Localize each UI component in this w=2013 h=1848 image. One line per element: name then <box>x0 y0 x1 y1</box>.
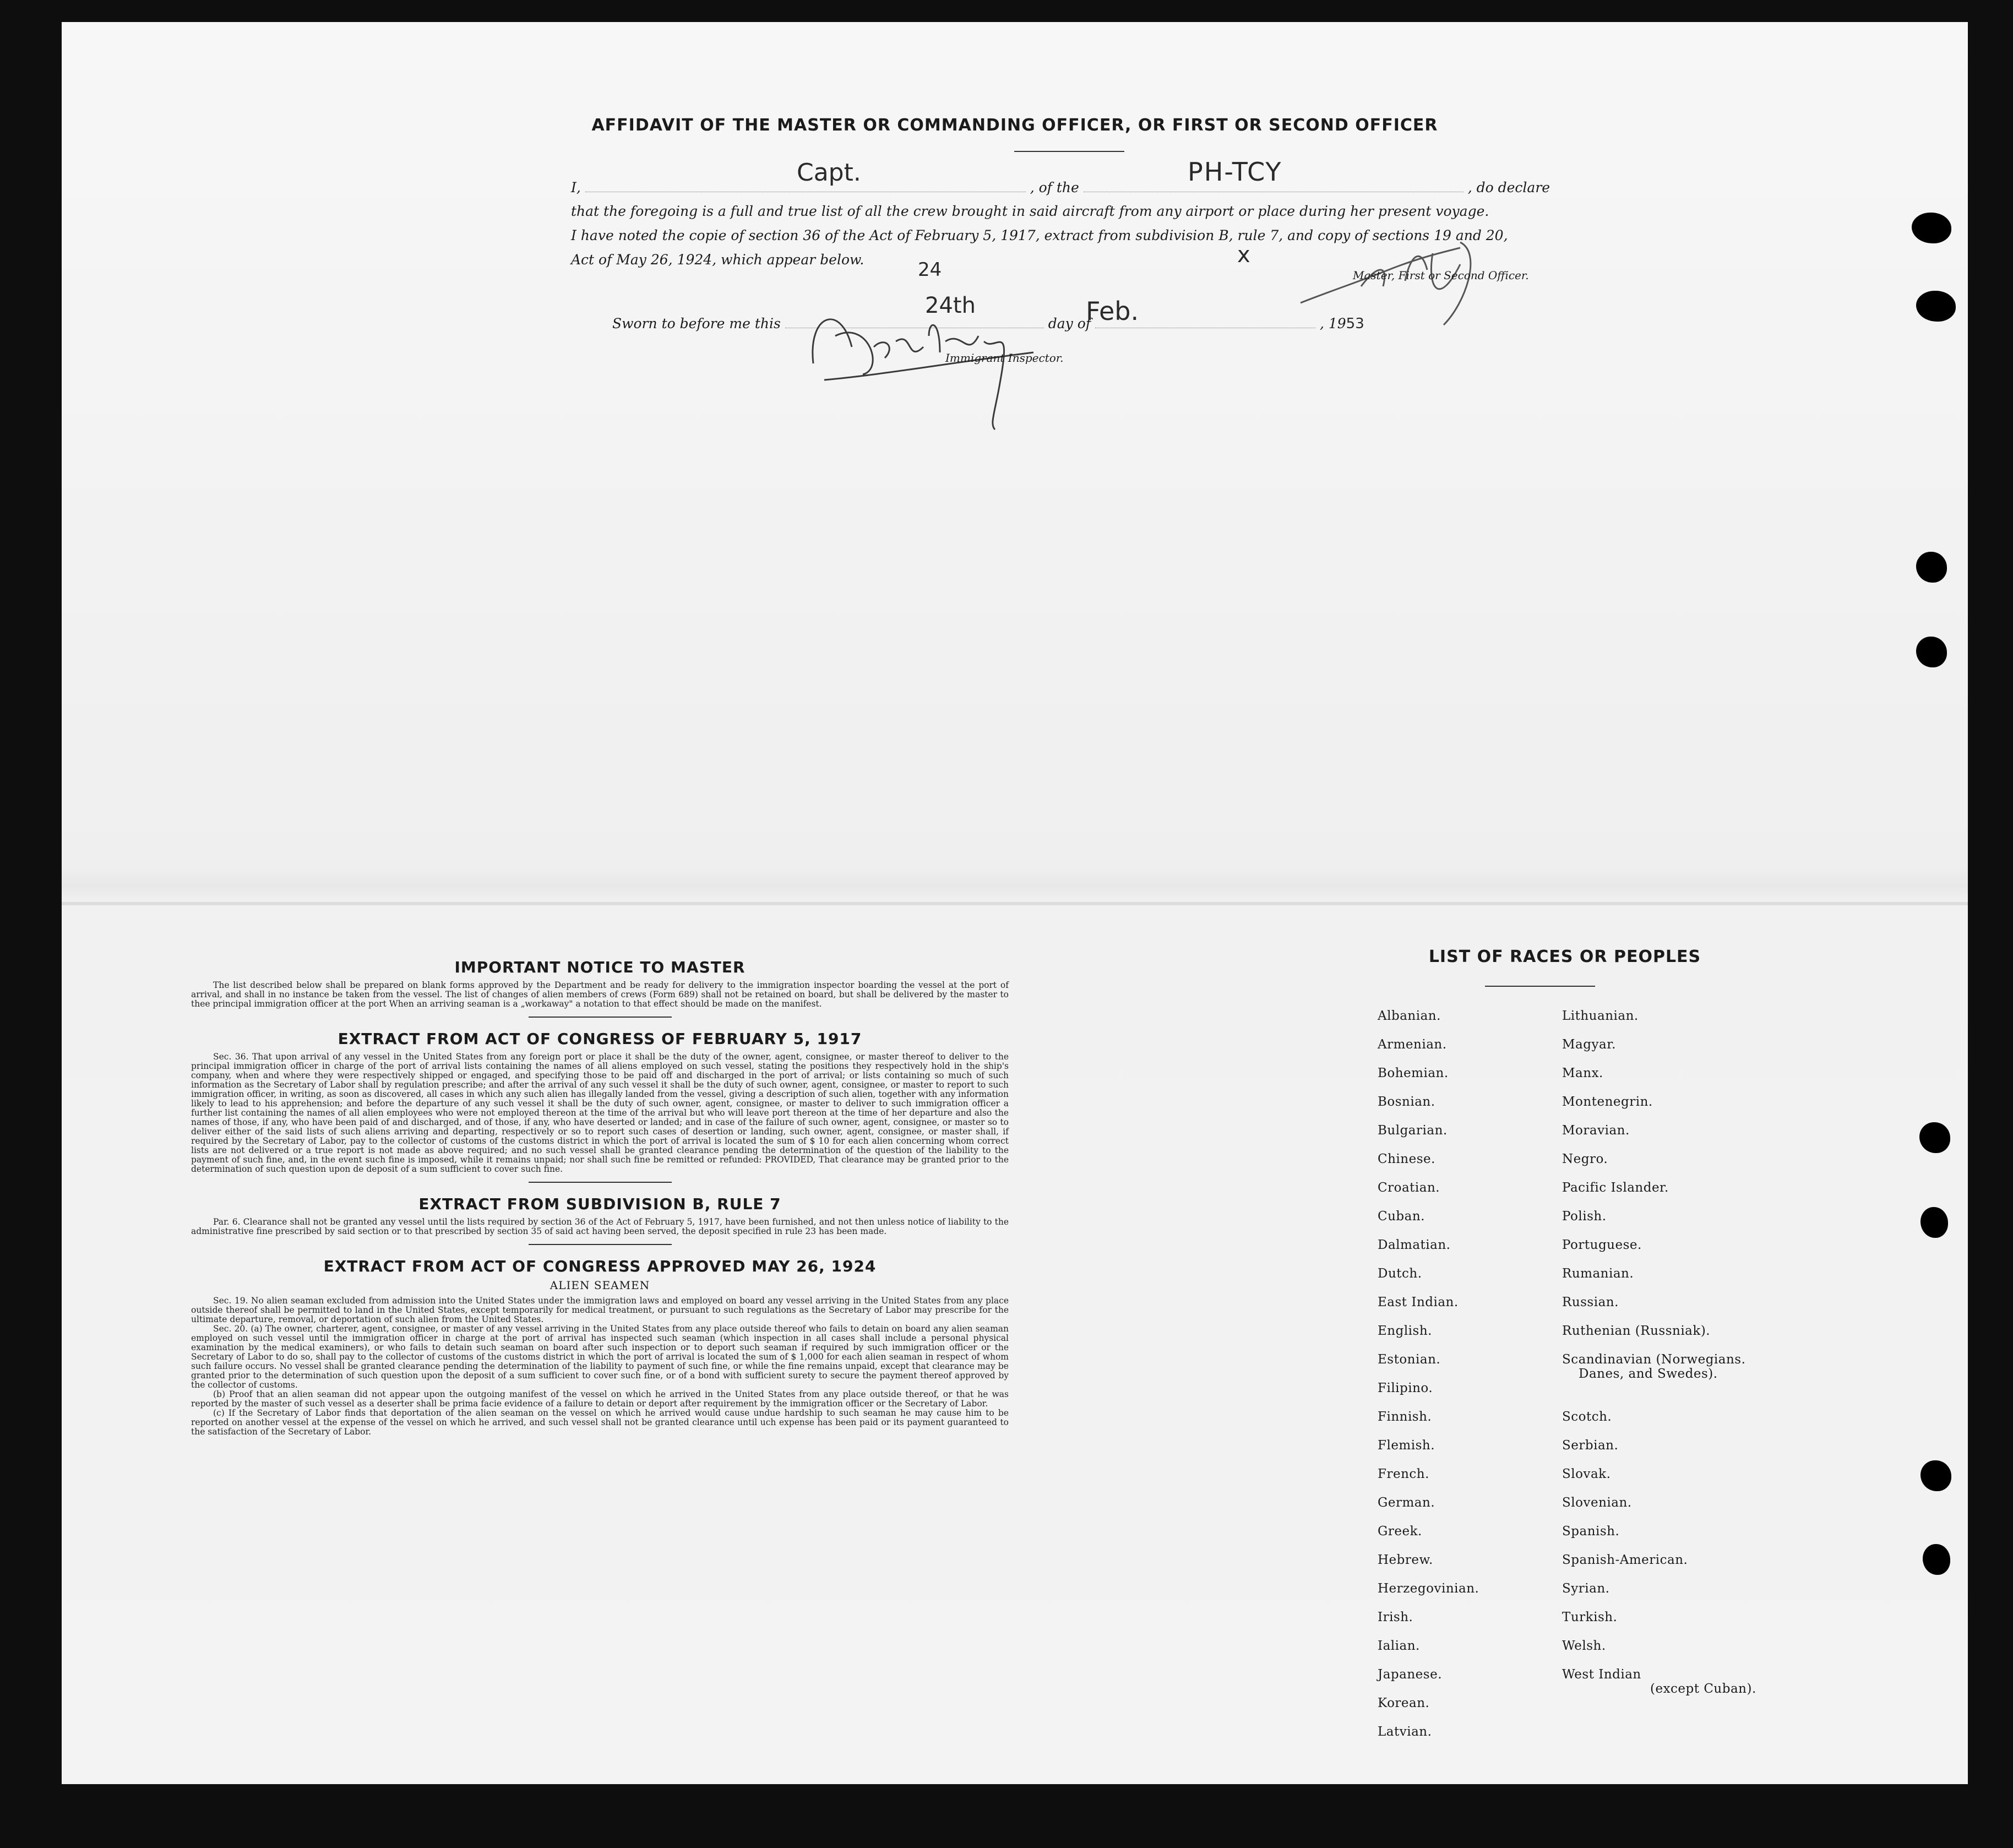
sworn-label: Sworn to before me this <box>612 316 781 331</box>
race-item: Lithuanian. <box>1562 1009 1639 1023</box>
section-divider <box>529 1017 672 1018</box>
race-item: Montenegrin. <box>1562 1095 1653 1109</box>
punch-hole <box>1916 552 1947 583</box>
handwritten-day: 24th <box>925 293 976 318</box>
title-rule <box>1014 151 1124 152</box>
handwritten-mark: x <box>1237 242 1250 268</box>
race-item: Greek. <box>1378 1524 1422 1539</box>
race-item: Ialian. <box>1378 1639 1420 1653</box>
declaration-line-2: that the foregoing is a full and true list of all the crew brought in said aircraft from any airport or place during her present voyage. <box>571 203 1489 219</box>
decl-of-the-label: , of the <box>1030 180 1079 195</box>
document-sheet <box>62 22 1968 1784</box>
race-item: French. <box>1378 1467 1429 1481</box>
section-divider <box>529 1182 672 1183</box>
declaration-line-4: Act of May 26, 1924, which appear below. <box>571 252 864 268</box>
race-item: Spanish. <box>1562 1524 1620 1539</box>
race-item: English. <box>1378 1324 1432 1338</box>
race-item: Hebrew. <box>1378 1553 1433 1567</box>
race-item: Manx. <box>1562 1066 1603 1080</box>
race-item: Filipino. <box>1378 1381 1433 1395</box>
act-1924-subtitle: ALIEN SEAMEN <box>550 1279 650 1292</box>
race-item: Dalmatian. <box>1378 1238 1451 1252</box>
race-item: (except Cuban). <box>1650 1682 1756 1696</box>
punch-hole <box>1919 1122 1950 1153</box>
decl-do-declare-label: , do declare <box>1467 180 1550 195</box>
fold-line <box>62 902 1968 905</box>
section-divider <box>529 1244 672 1245</box>
race-item: Estonian. <box>1378 1352 1441 1367</box>
race-item: Finnish. <box>1378 1410 1432 1424</box>
race-item: Negro. <box>1562 1152 1608 1166</box>
races-title: LIST OF RACES OR PEOPLES <box>1428 947 1701 966</box>
notices-column <box>191 958 1009 1437</box>
notice-text: The list described below shall be prepared on blank forms approved by the Department and be ready for delivery to the immigration inspector boarding the vessel at the port of arrival, and shall in no instance be taken from the vessel. The list of changes of alien members of crews (Form 689) shall not be retained on board, but shall be delivered by the master to thee principal immigration officer at the port When an arriving seaman is a „workaway" a notation to that effect should be made on the manifest. <box>191 980 1009 1009</box>
rule-7-text: Par. 6. Clearance shall not be granted any vessel until the lists required by section 36 of the Act of February 5, 1917, have been furnished, and not then unless notice of liability to the administrative fine prescribed by said section or to that prescribed by section 35 of said act having been served, the deposit specified in rule 23 has been made. <box>191 1217 1009 1236</box>
act-1917-text: Sec. 36. That upon arrival of any vessel in the United States from any foreign port or place it shall be the duty of the owner, agent, consignee, or master thereof to deliver to the principal immigration officer in charge of the port of arrival lists containing the names of all aliens employed on such vessel, stating the positions they respectively hold in the ship's company, when and where they were respectively shipped or engaged, and specifying those to be paid off and discharged in the port of arrival; or lists containing so much of such information as the Secretary of Labor shall by regulation prescribe; and after the arrival of any such vessel it shall be the duty of such owner, agent, consignee, or master to report to such immigration officer, in writing, as soon as discovered, all cases in which any such alien has illegally landed from the vessel, giving a description of such alien, together with any information likely to lead to his apprehension; and before the departure of any such vessel it shall be the duty of such owner, agent, consignee, or master to deliver to such immigration officer a further list containing the names of all alien employees who were not employed thereon at the time of the arrival but who will leave port thereon at the time of her departure and also the names of those, if any, who have been paid of and discharged, and of those, if any, who have deserted or landed; and in case of the failure of such owner, agent, consignee, or master so to deliver either of the said lists of such aliens arriving and departing, respectively or so to report such cases of desertion or landing, such owner, agent, consignee, or master shall, if required by the Secretary of Labor, pay to the collector of customs of the customs district in which the port of arrival is located the sum of $ 10 for each alien concerning whom correct lists are not delivered or a true report is not made as above required; and no such vessel shall be granted clearance pending the determination of the question of the liability to the payment of such fine, and, in the event such fine is imposed, while it remains unpaid; nor shall such fine be remitted or refunded: PROVIDED, That clearance may be granted prior to the determination of such question upon de deposit of a sum sufficient to cover such fine. <box>191 1052 1009 1174</box>
act-1924-sec19: Sec. 19. No alien seaman excluded from admission into the United States under the immigration laws and employed on board any vessel arriving in the United States from any place outside thereof shall be permitted to land in the United States, except temporarily for medical treatment, or pursuant to such regulations as the Secretary of Labor may prescribe for the ultimate departure, removal, or deportation of such alien from the United States. <box>191 1296 1009 1324</box>
race-item: Turkish. <box>1562 1610 1618 1624</box>
master-caption: Master, First or Second Officer. <box>1353 269 1529 282</box>
race-item: Slovak. <box>1562 1467 1611 1481</box>
punch-hole <box>1912 213 1951 243</box>
handwritten-aircraft: PH-TCY <box>1188 157 1282 187</box>
races-section <box>1317 947 1813 1739</box>
race-item: Bulgarian. <box>1378 1123 1448 1138</box>
declaration-line-1 <box>571 157 1636 199</box>
year-prefix-label: , 19 <box>1319 316 1346 331</box>
race-item: Japanese. <box>1378 1667 1443 1682</box>
race-item: Moravian. <box>1562 1123 1630 1138</box>
race-item: West Indian <box>1562 1667 1641 1682</box>
race-item: Flemish. <box>1378 1438 1435 1453</box>
affidavit-title: AFFIDAVIT OF THE MASTER OR COMMANDING OFFICER, OR FIRST OR SECOND OFFICER <box>591 116 1438 135</box>
day-of-label: day of <box>1048 316 1091 331</box>
races-left-column <box>1378 1009 1479 1753</box>
race-item: Russian. <box>1562 1295 1619 1309</box>
decl-i-label: I, <box>571 180 581 195</box>
race-item: Slovenian. <box>1562 1496 1632 1510</box>
declaration-line-3: I have noted the copie of section 36 of the Act of February 5, 1917, extract from subdivision B, rule 7, and copy of sections 19 and 20, <box>571 227 1508 243</box>
race-item: Albanian. <box>1378 1009 1441 1023</box>
race-item: Bohemian. <box>1378 1066 1449 1080</box>
act-1924-title: EXTRACT FROM ACT OF CONGRESS APPROVED MAY 26, 1924 <box>323 1257 877 1275</box>
race-item: Dutch. <box>1378 1267 1422 1281</box>
rule-7-title: EXTRACT FROM SUBDIVISION B, RULE 7 <box>418 1195 781 1213</box>
act-1924-sec20c: (c) If the Secretary of Labor finds that deportation of the alien seaman on the vessel on which he arrived would cause undue hardship to such seaman he may cause him to be reported on another vessel at the expense of the vessel on which he arrived, and such vessel shall not be granted clearance until uch expense has been paid or its payment guaranteed to the satisfaction of the Secretary of Labor. <box>191 1408 1009 1437</box>
act-1924-sec20a: Sec. 20. (a) The owner, charterer, agent, consignee, or master of any vessel arriving in the United States from any place outside thereof who fails to detain on board any alien seaman employed on such vessel until the immigration officer in charge at the port of arrival has inspected such seaman (which inspection in all cases shall include a personal physical examination by the medical examiners), or who fails to detain such seaman on board after such inspection or to deport such seaman if required by such immigration officer or the Secretary of Labor to do so, shall pay to the collector of customs of the customs district in which the port of arrival is located the sum of $ 1,000 for each alien seaman in respect of whom such failure occurs. No vessel shall be granted clearance pending the determination of the liability to payment of such fine, or while the fine remains unpaid, except that clearance may be granted prior to the determination of such question upon the deposit of a sum sufficient to cover such fine, or of a bond with sufficient surety to secure the payment thereof approved by the collector of customs. <box>191 1324 1009 1390</box>
race-item: German. <box>1378 1496 1435 1510</box>
handwritten-month: Feb. <box>1086 296 1139 326</box>
race-item: Cuban. <box>1378 1209 1425 1224</box>
race-item: Danes, and Swedes). <box>1579 1367 1718 1381</box>
races-title-rule <box>1485 986 1595 987</box>
race-item: Welsh. <box>1562 1639 1606 1653</box>
act-1924-sec20b: (b) Proof that an alien seaman did not appear upon the outgoing manifest of the vessel on which he arrived in the United States from any place outside thereof, or that he was reported by the master of such vessel as a deserter shall be prima facie evidence of a failure to detain or deport after requirement by the immigration officer or the Secretary of Labor. <box>191 1389 1009 1409</box>
race-item: Pacific Islander. <box>1562 1181 1669 1195</box>
race-item: Serbian. <box>1562 1438 1619 1453</box>
race-item: Scandinavian (Norwegians. <box>1562 1352 1746 1367</box>
race-item: East Indian. <box>1378 1295 1459 1309</box>
race-item: Herzegovinian. <box>1378 1581 1479 1596</box>
punch-hole <box>1923 1544 1950 1575</box>
race-item: Bosnian. <box>1378 1095 1435 1109</box>
race-item: Polish. <box>1562 1209 1607 1224</box>
inspector-caption: Immigrant Inspector. <box>945 351 1064 365</box>
punch-hole <box>1920 1460 1951 1491</box>
races-right-column <box>1562 1009 1756 1710</box>
race-item: Scotch. <box>1562 1410 1612 1424</box>
race-item: Armenian. <box>1378 1037 1447 1052</box>
race-item: Portuguese. <box>1562 1238 1642 1252</box>
race-item: Magyar. <box>1562 1037 1616 1052</box>
race-item: Spanish-American. <box>1562 1553 1688 1567</box>
race-item: Korean. <box>1378 1696 1430 1710</box>
handwritten-year: 53 <box>1346 316 1364 332</box>
punch-hole <box>1916 637 1947 667</box>
handwritten-name: Capt. <box>797 159 861 187</box>
race-item: Croatian. <box>1378 1181 1440 1195</box>
race-item: Ruthenian (Russniak). <box>1562 1324 1711 1338</box>
race-item: Rumanian. <box>1562 1267 1634 1281</box>
act-1917-title: EXTRACT FROM ACT OF CONGRESS OF FEBRUARY 5, 1917 <box>338 1030 862 1048</box>
notice-title: IMPORTANT NOTICE TO MASTER <box>454 958 746 976</box>
race-item: Irish. <box>1378 1610 1413 1624</box>
race-item: Chinese. <box>1378 1152 1435 1166</box>
punch-hole <box>1920 1207 1948 1238</box>
race-item: Syrian. <box>1562 1581 1610 1596</box>
race-item: Latvian. <box>1378 1725 1432 1739</box>
punch-hole <box>1916 291 1956 322</box>
handwritten-day-top: 24 <box>918 259 942 281</box>
